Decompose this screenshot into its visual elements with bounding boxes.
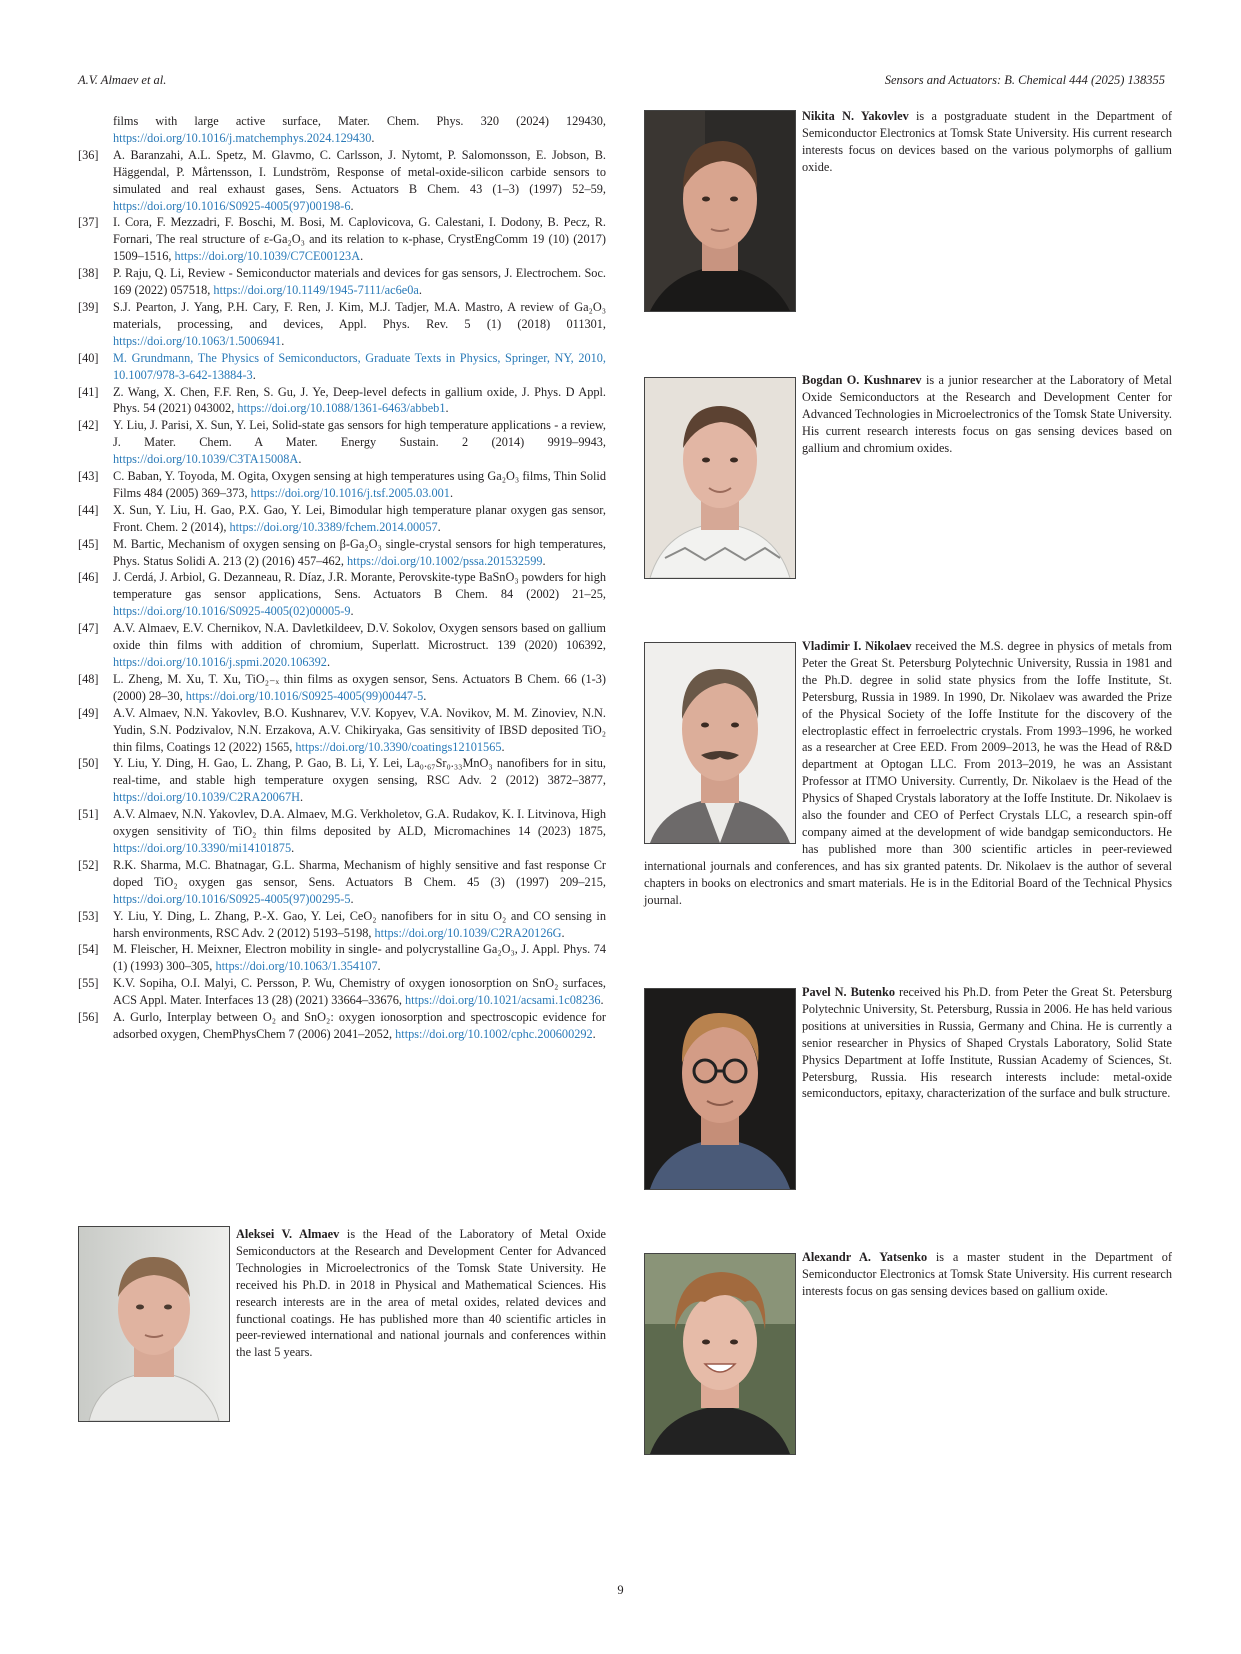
reference-item — [78, 975, 606, 1009]
reference-citation: X. Sun, Y. Liu, H. Gao, P.X. Gao, Y. Lei, Bimodular high temperature planar oxygen gas sensor, Front. Chem. 2 (2014), — [113, 502, 606, 534]
reference-number: [47] — [78, 621, 99, 636]
bio-yakovlev — [802, 108, 1172, 176]
reference-item — [78, 857, 606, 908]
reference-item — [78, 1009, 606, 1043]
bio-name-kushnarev: Bogdan O. Kushnarev — [802, 373, 922, 387]
reference-item — [78, 705, 606, 756]
reference-citation: A.V. Almaev, N.N. Yakovlev, D.A. Almaev, M.G. Verkholetov, G.A. Rudakov, K. I. Litvinova, High oxygen sensitivity of TiO₂ thin films deposited by ALD, Micromachines 14 (2023) 1875, — [113, 807, 606, 839]
reference-number: [55] — [78, 976, 99, 991]
reference-citation: R.K. Sharma, M.C. Bhatnagar, G.L. Sharma, Mechanism of highly sensitive and fast response Cr doped TiO₂ oxygen gas sensor, Sens. Actuators B Chem. 45 (3) (1997) 209–215, — [113, 857, 606, 889]
reference-citation: M. Fleischer, H. Meixner, Electron mobility in single- and polycrystalline Ga₂O₃, J. Appl. Phys. 74 (1) (1993) 300–305, — [113, 942, 606, 974]
reference-text — [113, 620, 606, 671]
reference-text — [113, 671, 606, 705]
reference-end: . — [377, 959, 381, 974]
reference-number: [52] — [78, 857, 99, 872]
reference-number: [50] — [78, 756, 99, 771]
reference-end: . — [592, 1026, 596, 1041]
reference-item — [78, 417, 606, 468]
reference-citation: L. Zheng, M. Xu, T. Xu, TiO₂₋ₓ thin films as oxygen sensor, Sens. Actuators B Chem. 66 (1-3) (2000) 28–30, — [113, 671, 606, 703]
reference-text — [113, 941, 606, 975]
author-photo-almaev — [78, 1226, 230, 1422]
running-header-journal: Sensors and Actuators: B. Chemical 444 (2025) 138355 — [884, 73, 1165, 87]
reference-item — [78, 350, 606, 384]
reference-text — [113, 569, 606, 620]
portrait-butenko-image — [645, 989, 795, 1189]
reference-text — [78, 113, 606, 147]
reference-number: [48] — [78, 671, 99, 686]
reference-end: . — [501, 739, 505, 754]
reference-doi-link[interactable]: https://doi.org/10.1016/j.matchemphys.2024.129430 — [113, 130, 372, 145]
reference-number: [54] — [78, 942, 99, 957]
reference-doi-link[interactable]: https://doi.org/10.1039/C7CE00123A — [174, 249, 361, 264]
reference-doi-link[interactable]: https://doi.org/10.1149/1945-7111/ac6e0a — [213, 283, 419, 298]
reference-number: [36] — [78, 147, 99, 162]
reference-number: [44] — [78, 502, 99, 517]
author-photo-yakovlev — [644, 110, 796, 312]
reference-text — [113, 468, 606, 502]
running-header-authors: A.V. Almaev et al. — [78, 73, 167, 87]
reference-text — [113, 147, 606, 215]
reference-citation: S.J. Pearton, J. Yang, P.H. Cary, F. Ren, J. Kim, M.J. Tadjer, M.A. Mastro, A review of Ga₂O₃ materials, processing, and devices, Appl. Phys. Rev. 5 (1) (2018) 011301, — [113, 299, 606, 331]
bio-yatsenko — [802, 1249, 1172, 1300]
bio-kushnarev — [802, 372, 1172, 457]
reference-doi-link[interactable]: https://doi.org/10.1016/S0925-4005(97)00295-5 — [113, 891, 351, 906]
reference-doi-link[interactable]: https://doi.org/10.1063/1.5006941 — [113, 333, 282, 348]
reference-end: . — [350, 604, 354, 619]
reference-number: [51] — [78, 807, 99, 822]
reference-text — [113, 975, 606, 1009]
reference-doi-link[interactable]: https://doi.org/10.3390/coatings12101565 — [295, 739, 502, 754]
reference-end: . — [350, 198, 354, 213]
reference-number: [53] — [78, 908, 99, 923]
reference-text — [113, 350, 606, 384]
reference-citation: K.V. Sopiha, O.I. Malyi, C. Persson, P. Wu, Chemistry of oxygen ionosorption on SnO₂ surfaces, ACS Appl. Mater. Interfaces 13 (28) (2021) 33664–33676, — [113, 976, 606, 1008]
reference-item — [78, 908, 606, 942]
reference-item — [78, 147, 606, 215]
bio-text-butenko: received his Ph.D. from Peter the Great St. Petersburg Polytechnic University, St. Petersburg, Russia in 2006. He has held various positions at universities in Russia, Germany and China. He is currently a senior researcher in Physics of Shaped Crystals Laboratory, Solid State Physics Department at Ioffe Institute, Russian Academy of Sciences, St. Petersburg, Russia. His research interests include: metal-oxide semiconductors, epitaxy, characterization of the surface and bulk structure. — [802, 985, 1172, 1101]
photo-float-spacer — [644, 638, 802, 844]
reference-text — [113, 908, 606, 942]
reference-item — [78, 569, 606, 620]
reference-number: [43] — [78, 469, 99, 484]
reference-text — [113, 417, 606, 468]
reference-doi-link[interactable]: https://doi.org/10.3390/mi14101875 — [113, 840, 292, 855]
reference-list — [78, 113, 606, 1043]
author-photo-kushnarev — [644, 377, 796, 579]
reference-text — [113, 502, 606, 536]
reference-item — [78, 941, 606, 975]
bio-butenko — [802, 984, 1172, 1102]
reference-end: . — [371, 130, 375, 145]
portrait-almaev-image — [79, 1227, 229, 1421]
bio-text-yatsenko: is a master student in the Department of Semiconductor Electronics at Tomsk State University. His current research interests focus on gas sensing devices based on gallium oxide. — [802, 1250, 1172, 1298]
reference-citation: Y. Liu, Y. Ding, L. Zhang, P.-X. Gao, Y. Lei, CeO₂ nanofibers for in situ O₂ and CO sensing in harsh environments, RSC Adv. 2 (2012) 5193–5198, — [113, 908, 606, 940]
reference-end: . — [252, 367, 256, 382]
author-photo-yatsenko — [644, 1253, 796, 1455]
reference-number: [37] — [78, 215, 99, 230]
bio-almaev — [236, 1226, 606, 1361]
reference-number: [41] — [78, 384, 99, 399]
page-number: 9 — [617, 1583, 624, 1597]
reference-end: . — [437, 519, 441, 534]
reference-item — [78, 113, 606, 147]
reference-number: [38] — [78, 266, 99, 281]
reference-citation: M. Bartic, Mechanism of oxygen sensing on β-Ga₂O₃ single-crystal sensors for high temperatures, Phys. Status Solidi A. 213 (2) (2016) 457–462, — [113, 536, 606, 568]
reference-item — [78, 806, 606, 857]
reference-end: . — [418, 283, 422, 298]
reference-citation: A. Baranzahi, A.L. Spetz, M. Glavmo, C. Carlsson, J. Nytomt, P. Salomonsson, E. Jobson, B. Häggendal, P. Mårtensson, I. Lundström, Response of metal-oxide-silicon carbide sensors to simulated and real exhaust gases, Sens. Actuators B Chem. 43 (1–3) (1997) 52–59, — [113, 147, 606, 196]
reference-number: [49] — [78, 705, 99, 720]
reference-number: [39] — [78, 299, 99, 314]
reference-item — [78, 265, 606, 299]
bio-text-almaev: is the Head of the Laboratory of Metal Oxide Semiconductors at the Research and Development Center for Advanced Technologies in Microelectronics of the Tomsk State University. He received his Ph.D. in 2018 in Physical and Mathematical Sciences. His research interests are in the area of metal oxides, related devices and functional coatings. He has published more than 40 scientific articles in peer-reviewed international and national journals and conferences within the last 5 years. — [236, 1227, 606, 1360]
portrait-yakovlev-image — [645, 111, 795, 311]
reference-citation: A.V. Almaev, E.V. Chernikov, N.A. Davletkildeev, D.V. Sokolov, Oxygen sensors based on gallium oxide thin films with addition of chromium, Superlatt. Microstruct. 139 (2020) 106392, — [113, 621, 606, 653]
bio-name-nikolaev: Vladimir I. Nikolaev — [802, 639, 912, 653]
reference-item — [78, 468, 606, 502]
reference-number: [46] — [78, 570, 99, 585]
reference-end: . — [326, 655, 331, 669]
reference-end: . — [360, 249, 364, 264]
reference-text — [113, 299, 606, 350]
reference-citation: A. Gurlo, Interplay between O₂ and SnO₂: oxygen ionosorption and spectroscopic evidence for adsorbed oxygen, ChemPhysChem 7 (2006) 2041–2052, — [113, 1010, 606, 1041]
reference-number: [40] — [78, 350, 99, 365]
reference-text — [113, 536, 606, 570]
reference-text — [113, 1009, 606, 1043]
reference-item — [78, 384, 606, 418]
reference-doi-link[interactable]: https://doi.org/10.1016/S0925-4005(02)00005-9 — [113, 604, 351, 619]
reference-end: . — [445, 401, 449, 416]
reference-doi-link[interactable]: https://doi.org/10.1002/pssa.201532599 — [347, 553, 543, 568]
reference-doi-link[interactable]: https://doi.org/10.3389/fchem.2014.00057 — [229, 519, 438, 534]
reference-citation: films with large active surface, Mater. Chem. Phys. 320 (2024) 129430, — [113, 114, 606, 128]
reference-doi-link[interactable]: M. Grundmann, The Physics of Semiconductors, Graduate Texts in Physics, Springer, NY, 2010, 10.1007/978-3-642-13884-3 — [113, 350, 606, 382]
author-photo-butenko — [644, 988, 796, 1190]
reference-item — [78, 755, 606, 806]
bio-name-yakovlev: Nikita N. Yakovlev — [802, 109, 909, 123]
portrait-kushnarev-image — [645, 378, 795, 578]
reference-citation: P. Raju, Q. Li, Review - Semiconductor materials and devices for gas sensors, J. Electrochem. Soc. 169 (2022) 057518, — [113, 266, 606, 298]
reference-item — [78, 671, 606, 705]
reference-doi-link[interactable]: https://doi.org/10.1002/cphc.200600292 — [395, 1026, 593, 1041]
reference-doi-link[interactable]: https://doi.org/10.1016/S0925-4005(99)00447-5 — [185, 688, 424, 703]
reference-citation: Z. Wang, X. Chen, F.F. Ren, S. Gu, J. Ye, Deep-level defects in gallium oxide, J. Phys. D Appl. Phys. 54 (2021) 043002, — [113, 384, 606, 416]
reference-citation: Y. Liu, J. Parisi, X. Sun, Y. Lei, Solid-state gas sensors for high temperature applications - a review, J. Mater. Chem. A Mater. Energy Sustain. 2 (2014) 9919–9943, — [113, 418, 606, 450]
reference-end: . — [449, 485, 454, 500]
reference-doi-link[interactable]: https://doi.org/10.1021/acsami.1c08236 — [405, 993, 601, 1008]
reference-citation: A.V. Almaev, N.N. Yakovlev, B.O. Kushnarev, V.V. Kopyev, V.A. Novikov, M. M. Zinoviev, N.N. Yudin, S.N. Podzivalov, N.N. Erzakova, A.V. Chikiryaka, Gas sensitivity of IBSD deposited TiO₂ thin films, Coatings 12 (2022) 1565, — [113, 705, 606, 754]
reference-doi-link[interactable]: https://doi.org/10.1016/j.spmi.2020.106392 — [113, 655, 327, 669]
reference-citation: J. Cerdá, J. Arbiol, G. Dezanneau, R. Díaz, J.R. Morante, Perovskite-type BaSnO₃ powders for high temperature gas sensor applications, Sens. Actuators B Chem. 84 (2002) 21–25, — [113, 570, 606, 602]
reference-number: [42] — [78, 418, 99, 433]
reference-item — [78, 299, 606, 350]
reference-doi-link[interactable]: https://doi.org/10.1039/C2RA20126G — [374, 925, 562, 940]
bio-name-almaev: Aleksei V. Almaev — [236, 1227, 340, 1241]
bio-text-kushnarev: is a junior researcher at the Laboratory of Metal Oxide Semiconductors at the Research and Development Center for Advanced Technologies in Microelectronics of the Tomsk State University. His current research interests focus on gas sensing devices based on gallium and chromium oxides. — [802, 373, 1172, 455]
reference-end: . — [299, 790, 304, 805]
reference-text — [113, 806, 606, 857]
reference-number: [45] — [78, 536, 99, 551]
bio-text-nikolaev: received the M.S. degree in physics of metals from Peter the Great St. Petersburg Polytechnic University, Russia in 1981 and the Ph.D. degree in solid state physics from the Ioffe Institute, St. Petersburg, Russia in 1989. In 1990, Dr. Nikolaev was awarded the Prize of the Physical Society of the Ioffe Institute for the discovery of the electroplastic effect in ferroelectric crystals. From 1993–1996, he worked as a researcher at Cree EED. From 2009–2013, he was the Head of R&D department at Optogan LLC. From 2013–2019, he was an Assistant Professor at ITMO University. Currently, Dr. Nikolaev is the Head of the Physics of Shaped Crystals laboratory at the Ioffe Institute. Dr. Nikolaev is also the founder and CEO of Perfect Crystals LLC, a research spin-off company aimed at the development of wide bandgap semiconductors. He has published more than 300 scientific articles in peer-reviewed international journals and conferences, and has six granted patents. Dr. Nikolaev is the author of several chapters in books on electronics and smart materials. He is in the Editorial Board of the Technical Physics journal. — [644, 639, 1172, 907]
reference-end: . — [350, 891, 354, 906]
reference-end: . — [298, 452, 302, 467]
bio-text-yakovlev: is a postgraduate student in the Department of Semiconductor Electronics at Tomsk State University. His current research interests focus on devices based on the various polymorphs of gallium oxide. — [802, 109, 1172, 174]
reference-citation: C. Baban, Y. Toyoda, M. Ogita, Oxygen sensing at high temperatures using Ga₂O₃ films, Thin Solid Films 484 (2005) 369–373, — [113, 469, 606, 500]
reference-item — [78, 214, 606, 265]
reference-end: . — [542, 553, 546, 568]
bio-name-yatsenko: Alexandr A. Yatsenko — [802, 1250, 928, 1264]
reference-text — [113, 384, 606, 418]
reference-text — [113, 214, 606, 265]
portrait-yatsenko-image — [645, 1254, 795, 1454]
reference-doi-link[interactable]: https://doi.org/10.1039/C3TA15008A — [113, 452, 299, 467]
reference-doi-link[interactable]: https://doi.org/10.1088/1361-6463/abbeb1 — [237, 401, 446, 416]
reference-doi-link[interactable]: https://doi.org/10.1039/C2RA20067H — [113, 790, 300, 805]
reference-doi-link[interactable]: https://doi.org/10.1063/1.354107 — [215, 959, 378, 974]
reference-end: . — [561, 925, 565, 940]
reference-item — [78, 620, 606, 671]
reference-text — [113, 265, 606, 299]
reference-citation: Y. Liu, Y. Ding, H. Gao, L. Zhang, P. Gao, B. Li, Y. Lei, La₀.₆₇Sr₀.₃₃MnO₃ nanofibers for in situ, real-time, and stable high temperature oxygen sensing, RSC Adv. 2 (2012) 3872–3877, — [113, 756, 606, 788]
reference-doi-link[interactable]: https://doi.org/10.1016/S0925-4005(97)00198-6 — [113, 198, 351, 213]
bio-nikolaev — [644, 638, 1172, 909]
reference-item — [78, 536, 606, 570]
reference-text — [113, 755, 606, 806]
reference-end: . — [600, 993, 604, 1008]
reference-text — [113, 705, 606, 756]
reference-text — [113, 857, 606, 908]
reference-item — [78, 502, 606, 536]
reference-end: . — [423, 688, 427, 703]
reference-doi-link[interactable]: https://doi.org/10.1016/j.tsf.2005.03.001 — [250, 485, 450, 500]
reference-end: . — [281, 333, 285, 348]
bio-name-butenko: Pavel N. Butenko — [802, 985, 896, 999]
reference-number: [56] — [78, 1010, 99, 1025]
reference-end: . — [291, 840, 295, 855]
reference-citation: I. Cora, F. Mezzadri, F. Boschi, M. Bosi, M. Caplovicova, G. Calestani, I. Dodony, B. Pecz, R. Fornari, The real structure of ε-Ga₂O₃ and its relation to κ-phase, CrystEngComm 19 (10) (2017) 1509–1516, — [113, 215, 606, 264]
